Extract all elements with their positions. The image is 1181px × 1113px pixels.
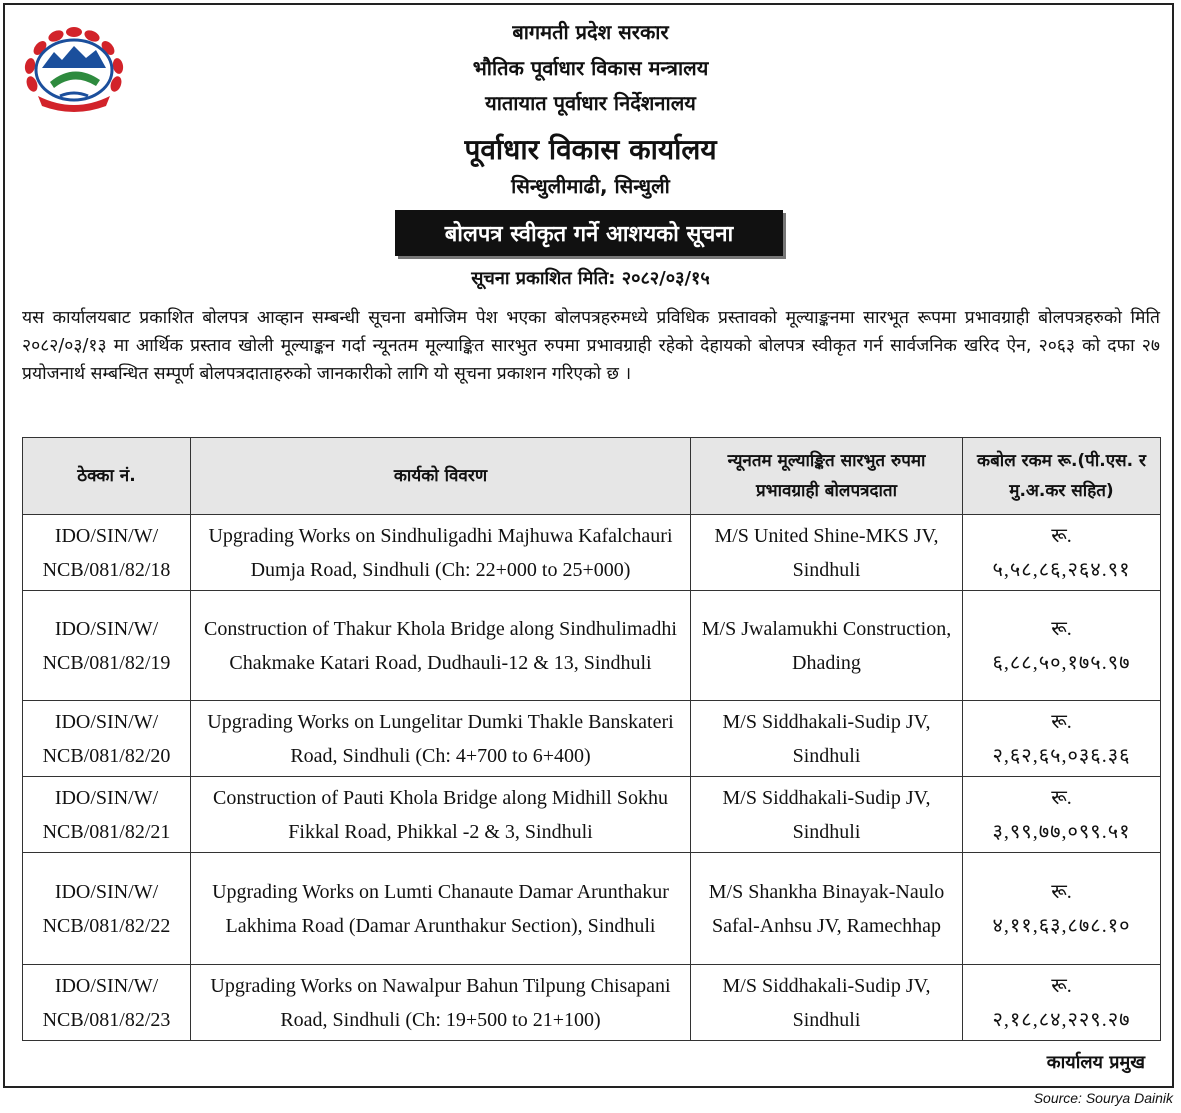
bidder-cell: M/S United Shine-MKS JV, Sindhuli bbox=[691, 515, 963, 591]
office-name: पूर्वाधार विकास कार्यालय bbox=[464, 133, 717, 166]
table-row bbox=[23, 591, 1161, 701]
table-row bbox=[23, 965, 1161, 1041]
amount-value: ३,९९,७७,०९९.५१ bbox=[992, 820, 1131, 843]
bidder-cell: M/S Siddhakali-Sudip JV, Sindhuli bbox=[691, 777, 963, 853]
amount-cell bbox=[963, 853, 1161, 965]
contract-no-cell: IDO/SIN/W/ NCB/081/82/20 bbox=[23, 701, 191, 777]
contract-no-cell: IDO/SIN/W/ NCB/081/82/18 bbox=[23, 515, 191, 591]
contract-no-cell: IDO/SIN/W/ NCB/081/82/23 bbox=[23, 965, 191, 1041]
amount-value: ६,८८,५०,१७५.९७ bbox=[992, 651, 1131, 674]
currency-label: रू. bbox=[1051, 786, 1072, 809]
currency-label: रू. bbox=[1051, 710, 1072, 733]
description-cell: Upgrading Works on Nawalpur Bahun Tilpung Chisapani Road, Sindhuli (Ch: 19+500 to 21+100) bbox=[191, 965, 691, 1041]
amount-cell bbox=[963, 591, 1161, 701]
amount-value: २,६२,६५,०३६.३६ bbox=[992, 744, 1131, 767]
ministry-name: भौतिक पूर्वाधार विकास मन्त्रालय bbox=[472, 56, 709, 80]
directorate-name: यातायात पूर्वाधार निर्देशनालय bbox=[485, 91, 696, 115]
header-bidder: न्यूनतम मूल्याङ्कित सारभुत रुपमा प्रभावग्राही बोलपत्रदाता bbox=[691, 438, 963, 515]
source-credit: Source: Sourya Dainik bbox=[1033, 1090, 1173, 1106]
amount-value: ४,११,६३,८७८.१० bbox=[992, 914, 1131, 937]
description-cell: Construction of Thakur Khola Bridge along Sindhulimadhi Chakmake Katari Road, Dudhauli-12 & 13, Sindhuli bbox=[191, 591, 691, 701]
header-amount: कबोल रकम रू.(पी.एस. र मु.अ.कर सहित) bbox=[963, 438, 1161, 515]
award-table bbox=[22, 437, 1161, 1041]
description-cell: Upgrading Works on Sindhuligadhi Majhuwa Kafalchauri Dumja Road, Sindhuli (Ch: 22+000 to 25+000) bbox=[191, 515, 691, 591]
amount-cell bbox=[963, 701, 1161, 777]
amount-value: ५,५८,८६,२६४.९१ bbox=[992, 558, 1131, 581]
currency-label: रू. bbox=[1051, 524, 1072, 547]
bidder-cell: M/S Siddhakali-Sudip JV, Sindhuli bbox=[691, 701, 963, 777]
currency-label: रू. bbox=[1051, 974, 1072, 997]
bidder-cell: M/S Shankha Binayak-Naulo Safal-Anhsu JV, Ramechhap bbox=[691, 853, 963, 965]
contract-no-cell: IDO/SIN/W/ NCB/081/82/22 bbox=[23, 853, 191, 965]
office-location: सिन्धुलीमाढी, सिन्धुली bbox=[511, 174, 670, 198]
contract-no-cell: IDO/SIN/W/ NCB/081/82/21 bbox=[23, 777, 191, 853]
currency-label: रू. bbox=[1051, 617, 1072, 640]
amount-cell bbox=[963, 965, 1161, 1041]
header-contract-no: ठेक्का नं. bbox=[23, 438, 191, 515]
table-header-row bbox=[23, 438, 1161, 515]
description-cell: Upgrading Works on Lungelitar Dumki Thakle Banskateri Road, Sindhuli (Ch: 4+700 to 6+400) bbox=[191, 701, 691, 777]
contract-no-cell: IDO/SIN/W/ NCB/081/82/19 bbox=[23, 591, 191, 701]
amount-cell bbox=[963, 515, 1161, 591]
govt-name: बागमती प्रदेश सरकार bbox=[512, 20, 669, 44]
currency-label: रू. bbox=[1051, 880, 1072, 903]
bidder-cell: M/S Siddhakali-Sudip JV, Sindhuli bbox=[691, 965, 963, 1041]
header-description: कार्यको विवरण bbox=[191, 438, 691, 515]
bidder-cell: M/S Jwalamukhi Construction, Dhading bbox=[691, 591, 963, 701]
amount-cell bbox=[963, 777, 1161, 853]
table-row bbox=[23, 853, 1161, 965]
notice-title-banner: बोलपत्र स्वीकृत गर्ने आशयको सूचना bbox=[395, 210, 783, 256]
description-cell: Upgrading Works on Lumti Chanaute Damar Arunthakur Lakhima Road (Damar Arunthakur Section), Sindhuli bbox=[191, 853, 691, 965]
description-cell: Construction of Pauti Khola Bridge along Midhill Sokhu Fikkal Road, Phikkal -2 & 3, Sindhuli bbox=[191, 777, 691, 853]
table-row bbox=[23, 777, 1161, 853]
published-date: सूचना प्रकाशित मिति: २०८२/०३/१५ bbox=[471, 268, 710, 289]
amount-value: २,१८,८४,२२९.२७ bbox=[992, 1008, 1131, 1031]
table-row bbox=[23, 701, 1161, 777]
table-row bbox=[23, 515, 1161, 591]
office-head-signature: कार्यालय प्रमुख bbox=[1046, 1052, 1145, 1073]
intro-paragraph: यस कार्यालयबाट प्रकाशित बोलपत्र आव्हान सम्बन्धी सूचना बमोजिम पेश भएका बोलपत्रहरुमध्ये प्रविधिक प्रस्तावको मूल्याङ्कनमा सारभूत रूपमा प्रभावग्राही बोलपत्रहरुको मिति २०८२/०३/१३ मा आर्थिक प्रस्ताव खोली मूल्याङ्कन गर्दा न्यूनतम मूल्याङ्कित सारभुत रुपमा प्रभावग्राही रहेको देहायको बोलपत्र स्वीकृत गर्न सार्वजनिक खरिद ऐन, २०६३ को दफा २७ प्रयोजनार्थ सम्बन्धित सम्पूर्ण बोलपत्रदाताहरुको जानकारीको लागि यो सूचना प्रकाशन गरिएको छ । bbox=[22, 308, 1160, 384]
